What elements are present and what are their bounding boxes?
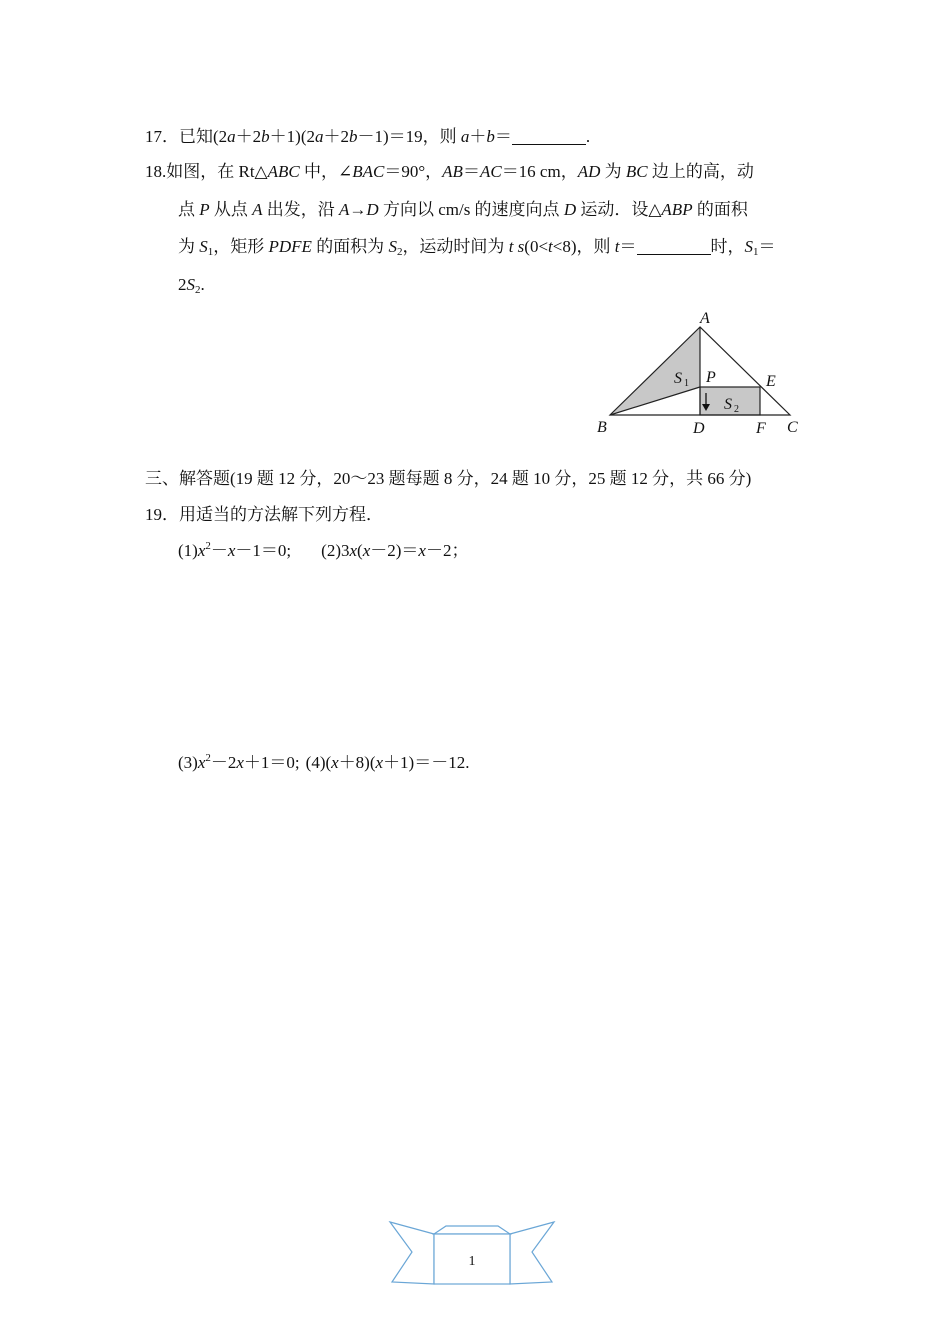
equations-3-4	[178, 752, 469, 774]
label-s1: S	[674, 370, 682, 387]
equation-3: $(3)x^2-2x+1=0$;	[178, 752, 300, 772]
answer-blank[interactable]	[637, 238, 711, 255]
ribbon-top-fold	[434, 1226, 510, 1234]
label-s2: S	[724, 396, 732, 413]
ribbon-right-tail	[510, 1222, 554, 1284]
equations-1-2	[178, 540, 468, 562]
answer-blank[interactable]	[512, 128, 586, 145]
question-18-line-2: 点 P 从点 A 出发，沿 A→D 方向以 cm/s 的速度向点 D 运动．设△ABP 的面积	[178, 200, 748, 219]
page-number: 1	[468, 1254, 476, 1269]
label-c: C	[787, 419, 798, 436]
question-17: 17．已知(2a＋2b＋1)(2a＋2b－1)＝19，则 a＋b＝ .	[145, 127, 591, 146]
label-s1-subscript: 1	[684, 378, 689, 389]
label-p: P	[706, 369, 716, 386]
label-b: B	[597, 419, 607, 436]
ribbon-left-tail	[390, 1222, 434, 1284]
page-number-ribbon	[386, 1218, 558, 1288]
equation-4: (4)(x＋8)(x＋1)＝－12.	[305, 753, 470, 772]
label-s2-subscript: 2	[734, 404, 739, 415]
question-18-line-1: 18.如图，在 Rt△ABC 中，∠BAC＝90°，AB＝AC＝16 cm，AD 为 BC 边上的高，动	[145, 162, 754, 181]
question-18-line-4: $2S_2$.	[178, 275, 205, 296]
question-19: 19．用适当的方法解下列方程．	[145, 505, 383, 524]
label-f: F	[756, 420, 766, 437]
label-a: A	[700, 310, 710, 327]
triangle-figure	[590, 305, 810, 440]
question-18-line-3: 为 $S_1$，矩形 PDFE 的面积为 $S_2$，运动时间为 t s(0<t<8)，则 t＝ 时，$S_1=$	[178, 237, 776, 258]
equation-1: $(1)x^2-x-1=0$;	[178, 540, 292, 560]
section-heading: 三、解答题(19 题 12 分，20～23 题每题 8 分，24 题 10 分，25 题 12 分，共 66 分)	[145, 469, 752, 488]
label-d: D	[693, 420, 705, 437]
equation-2: (2)3x(x－2)＝x－2；	[321, 541, 469, 560]
label-e: E	[766, 373, 776, 390]
